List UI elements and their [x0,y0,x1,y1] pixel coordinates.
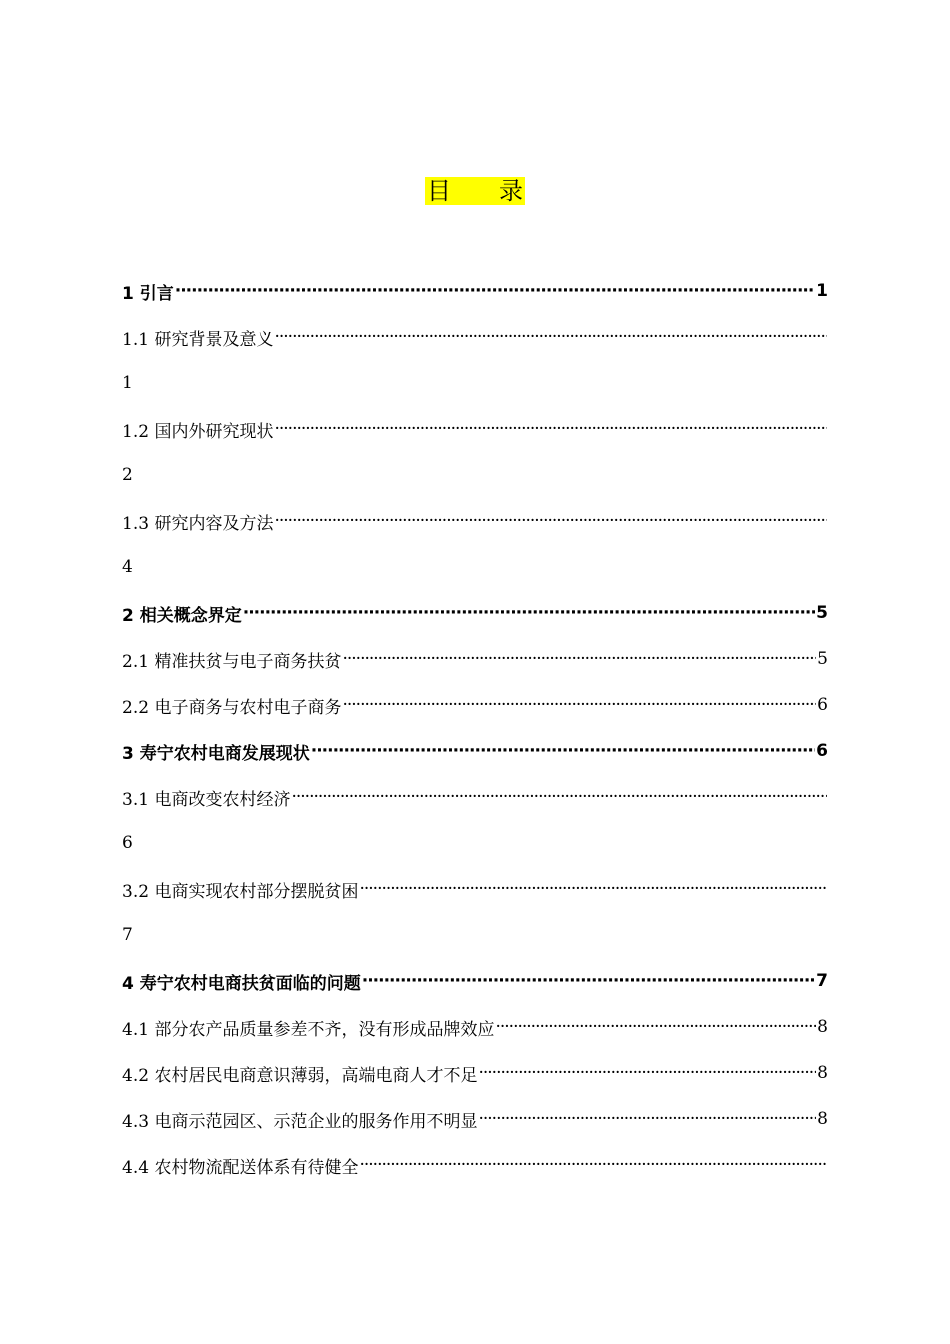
toc-entry-label: 2.2 电子商务与农村电子商务 [122,697,342,718]
dot-leader [342,695,816,715]
toc-entry-page-number: 6 [817,695,828,715]
toc-entry-label: 1 引言 [122,283,174,304]
toc-entry-page-number: 4 [122,557,133,577]
dot-leader [291,787,827,807]
toc-entry-label: 3.2 电商实现农村部分摆脱贫困 [122,881,359,902]
toc-title-text: 目 录 [427,177,523,205]
toc-entry-label: 4.1 部分农产品质量参差不齐，没有形成品牌效应 [122,1019,495,1040]
toc-entry[interactable] [122,590,828,636]
toc-entry[interactable] [122,958,828,1004]
dot-leader [243,603,815,623]
toc-entry-page-number: 8 [817,1063,828,1083]
toc-entry-label: 1.3 研究内容及方法 [122,513,274,534]
toc-entry-label: 1.1 研究背景及意义 [122,329,274,350]
toc-entry-page-number: 6 [122,833,133,853]
toc-entry-label: 3 寿宁农村电商发展现状 [122,743,310,764]
toc-entry-page-number: 8 [817,1017,828,1037]
toc-entry-page-number: 5 [817,649,828,669]
toc-entry-label: 4 寿宁农村电商扶贫面临的问题 [122,973,361,994]
toc-entry-label: 1.2 国内外研究现状 [122,421,274,442]
dot-leader [274,419,827,439]
toc-title [0,176,950,206]
dot-leader [478,1109,816,1129]
toc-entry-label: 2.1 精准扶贫与电子商务扶贫 [122,651,342,672]
toc-entry-label: 3.1 电商改变农村经济 [122,789,291,810]
dot-leader [359,1155,827,1175]
toc-entry[interactable] [122,682,828,728]
toc-entry[interactable] [122,728,828,774]
toc-entry-page-number: 5 [816,603,828,623]
dot-leader [342,649,816,669]
toc-entry-label: 2 相关概念界定 [122,605,242,626]
toc-entry[interactable] [122,1096,828,1142]
dot-leader [362,971,815,991]
toc-entry[interactable] [122,1050,828,1096]
toc-entry[interactable] [122,1142,828,1188]
toc-entry[interactable] [122,774,828,820]
dot-leader [274,327,827,347]
toc-entry-page-number: 7 [122,925,133,945]
dot-leader [274,511,827,531]
toc-entry[interactable] [122,406,828,452]
toc-entry[interactable] [122,636,828,682]
dot-leader [478,1063,816,1083]
dot-leader [495,1017,816,1037]
toc-entry[interactable] [122,866,828,912]
dot-leader [311,741,815,761]
toc-entry-page-number: 6 [816,741,828,761]
toc-entry[interactable] [122,314,828,360]
toc-entry-label: 4.2 农村居民电商意识薄弱，高端电商人才不足 [122,1065,478,1086]
toc-entry-page-number: 7 [816,971,828,991]
toc-entry[interactable] [122,268,828,314]
dot-leader [359,879,827,899]
toc-entry[interactable] [122,498,828,544]
toc-entry-page-number: 1 [816,281,828,301]
dot-leader [175,281,815,301]
toc-entry-page-number: 2 [122,465,133,485]
toc-entry-label: 4.3 电商示范园区、示范企业的服务作用不明显 [122,1111,478,1132]
toc-entry[interactable] [122,1004,828,1050]
toc-entry-label: 4.4 农村物流配送体系有待健全 [122,1157,359,1178]
table-of-contents [122,268,828,1188]
toc-entry-page-number: 8 [817,1109,828,1129]
toc-entry-page-number: 1 [122,373,133,393]
